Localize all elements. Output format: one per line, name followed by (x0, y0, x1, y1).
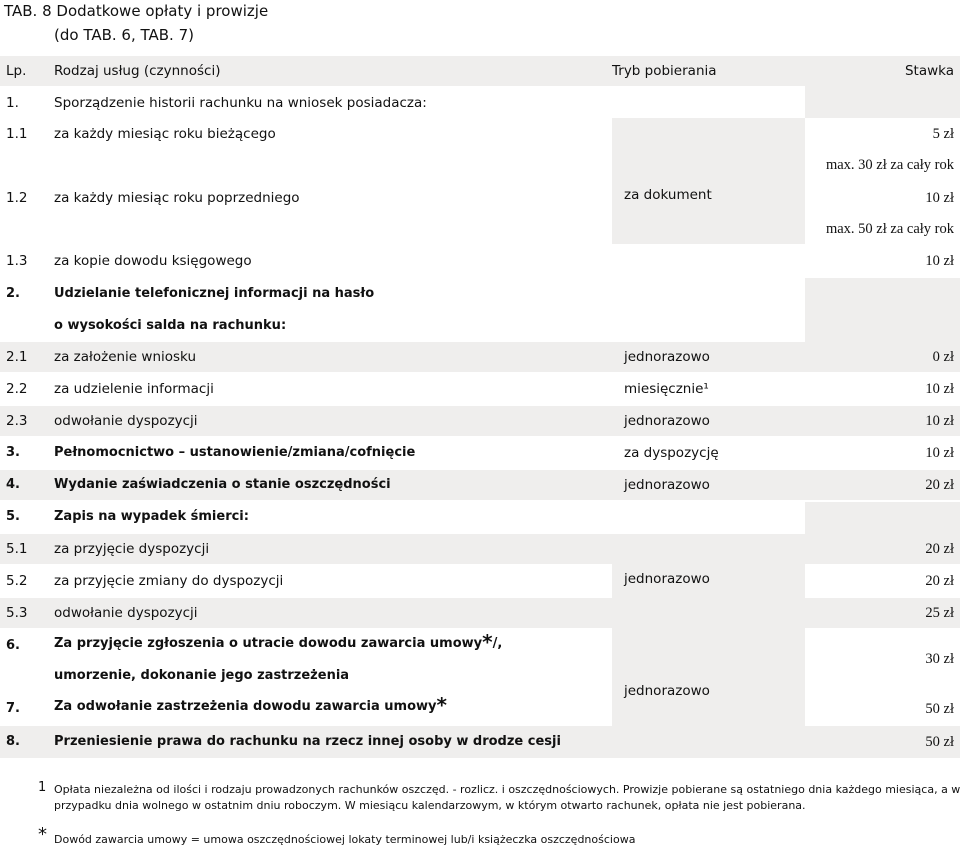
row-7-lp: 7. (6, 701, 20, 716)
row-5-1-name: za przyjęcie dyspozycji (54, 541, 210, 557)
row-2-lp: 2. (6, 286, 20, 301)
row-6-name-tail: /, (492, 636, 503, 651)
row-8-rate: 50 zł (925, 734, 954, 750)
row-2-1-rate: 0 zł (932, 349, 954, 365)
row-6-name-cont: umorzenie, dokonanie jego zastrzeżenia (54, 668, 350, 683)
row-3-name: Pełnomocnictwo – ustanowienie/zmiana/cofnięcie (54, 445, 416, 460)
row-1-1-name: za każdy miesiąc roku bieżącego (54, 126, 276, 142)
row-6-7-mode: jednorazowo (624, 683, 710, 699)
rate-cell-shade-1 (805, 86, 960, 118)
row-2-2-lp: 2.2 (6, 381, 28, 397)
row-1-3-lp: 1.3 (6, 253, 28, 269)
row-2-1-mode: jednorazowo (624, 349, 710, 365)
row-1-lp: 1. (6, 95, 19, 111)
row-6-asterisk: * (482, 630, 493, 654)
row-2-name-cont: o wysokości salda na rachunku: (54, 318, 287, 333)
header-service-type: Rodzaj usług (czynności) (54, 63, 221, 79)
row-2-2-mode: miesięcznie¹ (624, 381, 709, 397)
row-3-mode: za dyspozycję (624, 445, 719, 461)
header-rate: Stawka (904, 63, 954, 79)
row-1-1-lp: 1.1 (6, 126, 28, 142)
row-1-3-name: za kopie dowodu księgowego (54, 253, 252, 269)
row-6-name-text: Za przyjęcie zgłoszenia o utracie dowodu zawarcia umowy (54, 636, 483, 651)
row-5-3-rate: 25 zł (925, 605, 954, 621)
row-7-name-text: Za odwołanie zastrzeżenia dowodu zawarcia umowy (54, 699, 437, 714)
row-4-lp: 4. (6, 477, 20, 492)
row-4-rate: 20 zł (925, 477, 954, 493)
row-5-2-lp: 5.2 (6, 573, 28, 589)
row-7-rate: 50 zł (925, 701, 954, 717)
row-5-name: Zapis na wypadek śmierci: (54, 509, 249, 524)
row-6-name (54, 630, 503, 654)
row-2-3-lp: 2.3 (6, 413, 28, 429)
rate-cell-shade-5 (805, 502, 960, 534)
row-1-2-note: max. 50 zł za cały rok (825, 221, 954, 237)
row-4-mode: jednorazowo (624, 477, 710, 493)
row-2-name: Udzielanie telefonicznej informacji na hasło (54, 286, 375, 301)
header-lp: Lp. (6, 63, 27, 79)
rate-cell-shade-2 (805, 278, 960, 342)
row-2-3-mode: jednorazowo (624, 413, 710, 429)
row-2-1-lp: 2.1 (6, 349, 28, 365)
row-5-1-rate: 20 zł (925, 541, 954, 557)
row-2-2-rate: 10 zł (925, 381, 954, 397)
row-8-name: Przeniesienie prawa do rachunku na rzecz innej osoby w drodze cesji (54, 734, 561, 749)
row-1-2-lp: 1.2 (6, 190, 28, 206)
row-2-3-name: odwołanie dyspozycji (54, 413, 198, 429)
header-charge-mode: Tryb pobierania (612, 63, 717, 79)
mode-cell-shade-1 (612, 118, 805, 244)
footnote-1-line1: Opłata niezależna od ilości i rodzaju prowadzonych rachunków oszczęd. - rozlicz. i oszczędnościowych. Prowizje pobierane są ostatniego dnia każdego miesiąca, a w (54, 783, 960, 796)
row-2-1-name: za założenie wniosku (54, 349, 197, 365)
row-3-lp: 3. (6, 445, 20, 460)
page-title: TAB. 8 Dodatkowe opłaty i prowizje (4, 2, 269, 20)
page-subtitle: (do TAB. 6, TAB. 7) (54, 26, 194, 44)
row-1-2-rate: 10 zł (925, 190, 954, 206)
row-5-2-rate: 20 zł (925, 573, 954, 589)
row-1-2-mode: za dokument (624, 187, 712, 203)
row-5-lp: 5. (6, 509, 20, 524)
row-4-name: Wydanie zaświadczenia o stanie oszczędności (54, 477, 391, 492)
row-1-1-note: max. 30 zł za cały rok (825, 157, 954, 173)
row-1-3-rate: 10 zł (925, 253, 954, 269)
footnote-1-mark: 1 (38, 780, 47, 795)
row-5-2-name: za przyjęcie zmiany do dyspozycji (54, 573, 284, 589)
row-1-name: Sporządzenie historii rachunku na wniosek posiadacza: (54, 95, 427, 111)
row-8-lp: 8. (6, 734, 20, 749)
row-2-3-rate: 10 zł (925, 413, 954, 429)
row-5-3-name: odwołanie dyspozycji (54, 605, 198, 621)
row-5-1-lp: 5.1 (6, 541, 28, 557)
footnote-2-text: Dowód zawarcia umowy = umowa oszczędnościowej lokaty terminowej lub/i książeczka oszczędnościowa (54, 833, 636, 846)
mode-cell-shade-67 (612, 630, 805, 726)
row-2-2-name: za udzielenie informacji (54, 381, 214, 397)
row-6-rate: 30 zł (925, 651, 954, 667)
row-6-lp: 6. (6, 638, 20, 653)
footnote-2-mark: * (38, 824, 47, 845)
row-1-1-rate: 5 zł (932, 126, 954, 142)
row-5-mode: jednorazowo (624, 571, 710, 587)
row-7-name (54, 693, 447, 717)
footnote-1-line2: przypadku dnia wolnego w ostatnim dniu roboczym. W miesiącu kalendarzowym, w którym otwarto rachunek, opłata nie jest pobierana. (54, 799, 806, 812)
row-5-3-lp: 5.3 (6, 605, 28, 621)
row-7-asterisk: * (436, 693, 447, 717)
row-3-rate: 10 zł (925, 445, 954, 461)
row-1-2-name: za każdy miesiąc roku poprzedniego (54, 190, 300, 206)
